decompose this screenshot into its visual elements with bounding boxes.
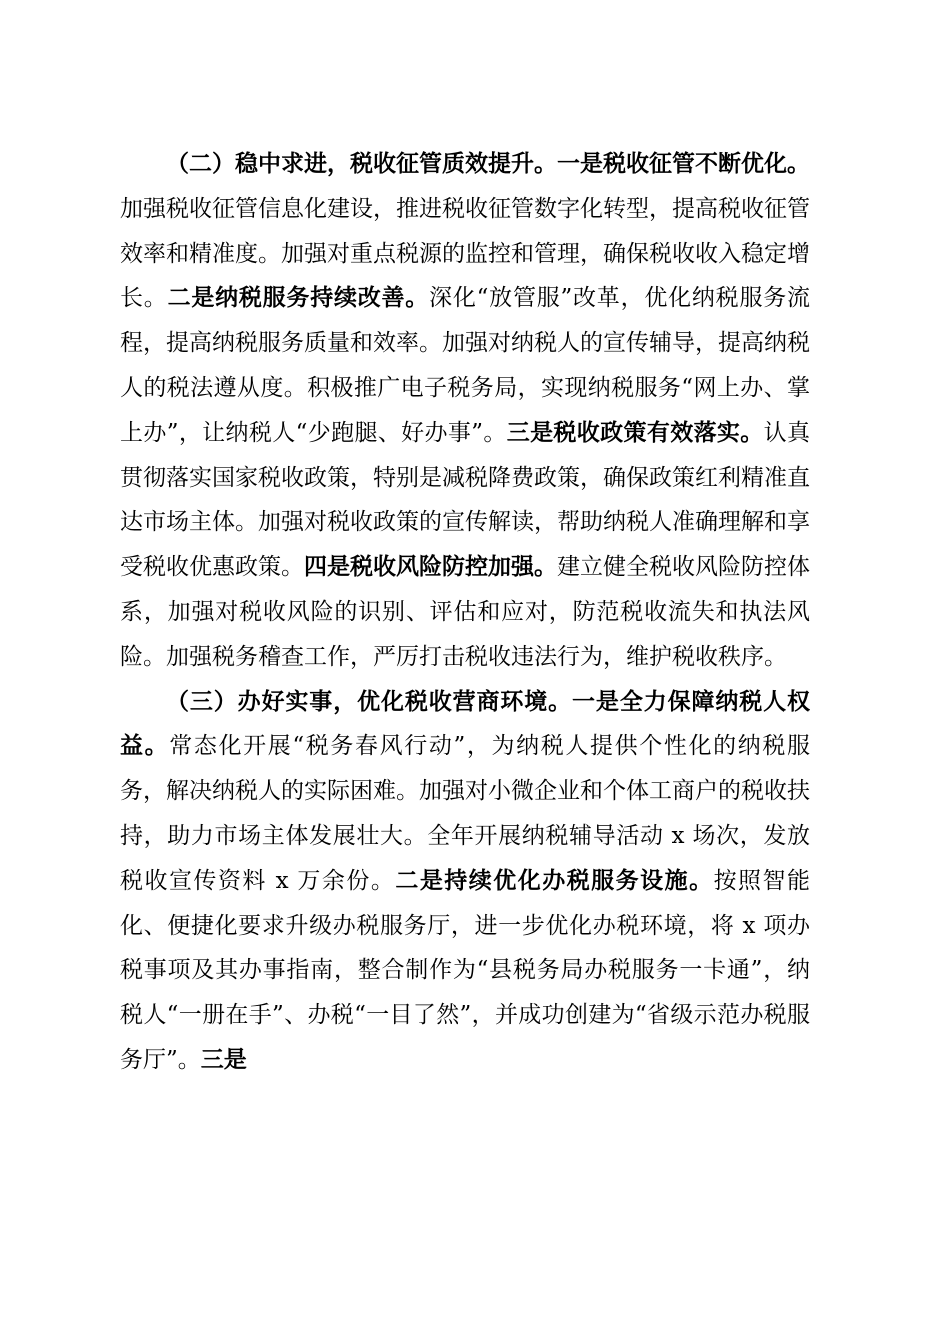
section-heading-2: （二）稳中求进，税收征管质效提升。 (166, 150, 557, 177)
body-text: 认真贯彻落实国家税收政策，特别是减税降费政策，确保政策红利精准直达市场主体。加强对税收政策的宣传解读，帮助纳税人准确理解和享受税收优惠政策。 (120, 419, 811, 581)
paragraph-business-environment (120, 680, 810, 1083)
point-heading-1: 一是税收征管不断优化。 (557, 150, 810, 177)
point-heading-1: 一是全力保障纳税人权益。 (120, 687, 811, 760)
paragraph-collection-management (120, 142, 810, 680)
body-text: 深化“放管服”改革，优化纳税服务流程，提高纳税服务质量和效率。加强对纳税人的宣传辅导，提高纳税人的税法遵从度。积极推广电子税务局，实现纳税服务“网上办、掌上办”，让纳税人“少跑腿、好办事”。 (120, 285, 811, 446)
document-page (120, 142, 810, 1083)
point-heading-2: 二是纳税服务持续改善。 (167, 284, 430, 312)
body-text: 建立健全税收风险防控体系，加强对税收风险的识别、评估和应对，防范税收流失和执法风险。加强税务稽查工作，严厉打击税收违法行为，维护税收秩序。 (120, 554, 810, 670)
body-text: 加强税收征管信息化建设，推进税收征管数字化转型，提高税收征管效率和精准度。加强对重点税源的监控和管理，确保税收收入稳定增长。 (120, 195, 810, 312)
section-heading-3: （三）办好实事，优化税收营商环境。 (166, 687, 573, 715)
point-heading-3: 三是 (200, 1045, 247, 1073)
point-heading-2: 二是持续优化办税服务设施。 (395, 866, 714, 894)
point-heading-4: 四是税收风险防控加强。 (304, 553, 557, 581)
point-heading-3: 三是税收政策有效落实。 (506, 418, 764, 446)
body-text: 常态化开展“税务春风行动”，为纳税人提供个性化的纳税服务，解决纳税人的实际困难。加强对小微企业和个体工商户的税收扶持，助力市场主体发展壮大。全年开展纳税辅导活动 x 场次，发放税收宣传资料 x 万余份。 (120, 733, 810, 894)
body-text: 按照智能化、便捷化要求升级办税服务厅，进一步优化办税环境，将 x 项办税事项及其办事指南，整合制作为“县税务局办税服务一卡通”，纳税人“一册在手”、办税“一目了然”，并成功创建为“省级示范办税服务厅”。 (120, 867, 811, 1073)
